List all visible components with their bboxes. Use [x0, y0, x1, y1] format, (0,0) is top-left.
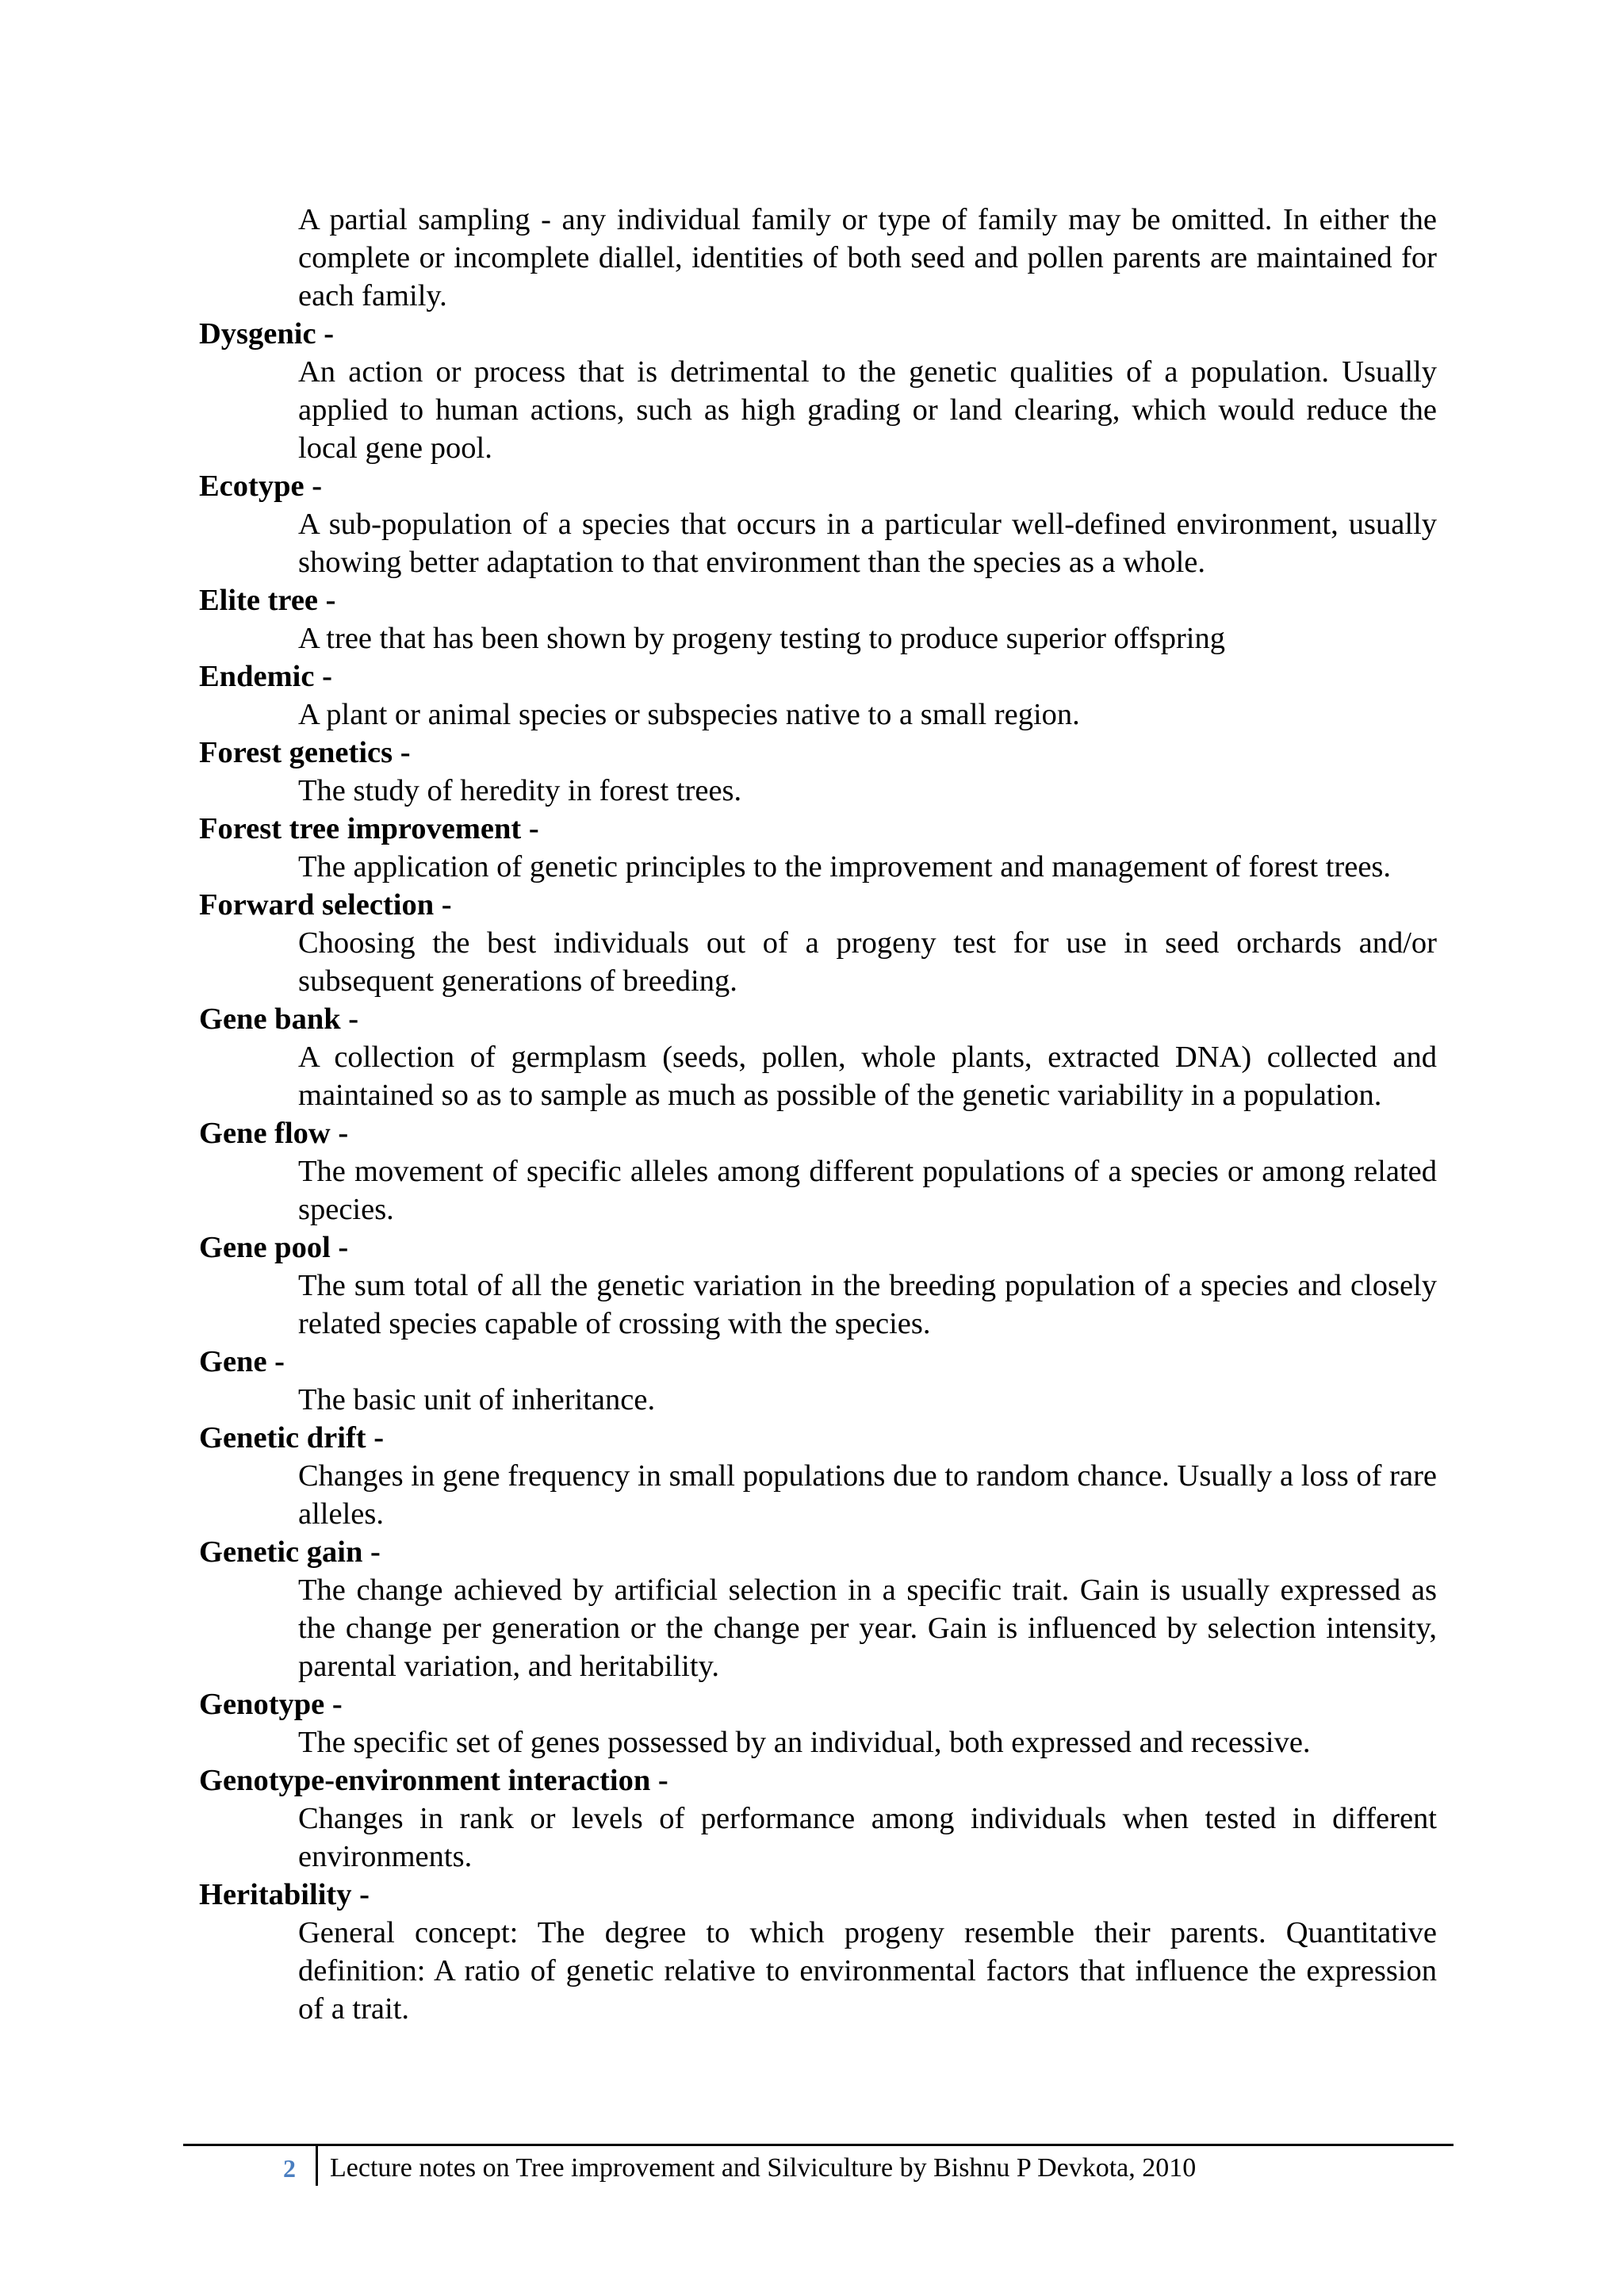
glossary-content: [0, 201, 1624, 2028]
glossary-term: Heritability -: [199, 1878, 370, 1911]
glossary-definition: The basic unit of inheritance.: [298, 1383, 656, 1416]
glossary-term: Forest tree improvement -: [199, 812, 539, 845]
glossary-term: Gene -: [199, 1345, 285, 1378]
glossary-term: Forward selection -: [199, 888, 452, 922]
glossary-term: Genetic drift -: [199, 1421, 385, 1455]
glossary-definition: A sub-population of a species that occurs in a particular well-defined environment, usually showing better adaptation to that environment than the species as a whole.: [298, 508, 1437, 579]
glossary-term: Endemic -: [199, 660, 332, 693]
glossary-term: Gene bank -: [199, 1002, 359, 1036]
glossary-definition: Changes in gene frequency in small populations due to random chance. Usually a loss of rare alleles.: [298, 1459, 1437, 1531]
glossary-term: Genetic gain -: [199, 1535, 381, 1569]
glossary-list: [0, 315, 1624, 2028]
glossary-definition: Changes in rank or levels of performance among individuals when tested in different environments.: [298, 1802, 1437, 1873]
glossary-definition: The sum total of all the genetic variation in the breeding population of a species and closely related species capable of crossing with the species.: [298, 1269, 1437, 1340]
glossary-term: Dysgenic -: [199, 317, 335, 351]
glossary-term: Gene pool -: [199, 1231, 349, 1264]
glossary-term: Elite tree -: [199, 584, 336, 617]
glossary-definition: A tree that has been shown by progeny testing to produce superior offspring: [298, 622, 1226, 655]
glossary-definition: The study of heredity in forest trees.: [298, 774, 742, 807]
glossary-definition: The application of genetic principles to the improvement and management of forest trees.: [298, 850, 1392, 884]
glossary-term: Ecotype -: [199, 470, 323, 503]
glossary-definition: General concept: The degree to which progeny resemble their parents. Quantitative definition: A ratio of genetic relative to environmental factors that influence the expression of a trait.: [298, 1916, 1437, 2026]
glossary-definition: The change achieved by artificial selection in a specific trait. Gain is usually expressed as the change per generation or the change per year. Gain is influenced by selection intensity, parental variation, and heritability.: [298, 1573, 1437, 1683]
page-number: 2: [283, 2154, 296, 2183]
glossary-term: Genotype-environment interaction -: [199, 1764, 668, 1797]
glossary-definition: A plant or animal species or subspecies native to a small region.: [298, 698, 1080, 731]
glossary-term: Gene flow -: [199, 1117, 349, 1150]
intro-paragraph: A partial sampling - any individual family or type of family may be omitted. In either the complete or incomplete diallel, identities of both seed and pollen parents are maintained for each family.: [298, 203, 1437, 312]
footer-text: Lecture notes on Tree improvement and Silviculture by Bishnu P Devkota, 2010: [330, 2153, 1197, 2183]
glossary-definition: The movement of specific alleles among different populations of a species or among related species.: [298, 1155, 1437, 1226]
glossary-definition: The specific set of genes possessed by an individual, both expressed and recessive.: [298, 1726, 1311, 1759]
glossary-definition: A collection of germplasm (seeds, pollen, whole plants, extracted DNA) collected and maintained so as to sample as much as possible of the genetic variability in a population.: [298, 1041, 1437, 1112]
glossary-definition: An action or process that is detrimental to the genetic qualities of a population. Usually applied to human actions, such as high grading or land clearing, which would reduce the local gene pool.: [298, 355, 1437, 465]
glossary-definition: Choosing the best individuals out of a progeny test for use in seed orchards and/or subsequent generations of breeding.: [298, 926, 1437, 998]
page-footer: [0, 2146, 1624, 2191]
footer-separator: [316, 2146, 318, 2186]
glossary-term: Genotype -: [199, 1688, 343, 1721]
glossary-term: Forest genetics -: [199, 736, 411, 769]
